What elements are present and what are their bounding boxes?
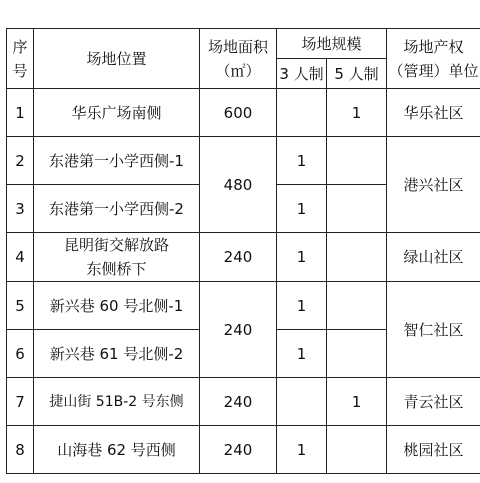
cell-seq: 8 [7, 426, 34, 474]
cell-five [327, 282, 387, 330]
table-row [7, 89, 480, 137]
cell-owner: 桃园社区 [387, 426, 480, 474]
cell-three: 1 [277, 233, 327, 282]
header-scale: 场地规模 [277, 29, 387, 59]
cell-three: 1 [277, 330, 327, 378]
cell-area: 240 [200, 378, 277, 426]
venue-table-container [6, 28, 480, 459]
cell-area: 240 [200, 282, 277, 378]
cell-owner: 华乐社区 [387, 89, 480, 137]
cell-three [277, 378, 327, 426]
table-row [7, 378, 480, 426]
cell-location: 新兴巷 61 号北侧-2 [34, 330, 200, 378]
cell-five [327, 233, 387, 282]
cell-seq: 4 [7, 233, 34, 282]
header-owner [387, 29, 480, 89]
cell-owner: 智仁社区 [387, 282, 480, 378]
cell-five [327, 330, 387, 378]
cell-seq: 1 [7, 89, 34, 137]
header-area [200, 29, 277, 89]
cell-seq: 3 [7, 185, 34, 233]
table-row [7, 282, 480, 330]
table-row [7, 137, 480, 185]
cell-area: 240 [200, 426, 277, 474]
cell-seq: 7 [7, 378, 34, 426]
cell-three [277, 89, 327, 137]
header-owner-line1: 场地产权 [403, 37, 464, 56]
cell-location-line1: 昆明街交解放路 [63, 236, 169, 254]
cell-seq: 6 [7, 330, 34, 378]
cell-location: 东港第一小学西侧-1 [34, 137, 200, 185]
cell-five [327, 185, 387, 233]
cell-area: 240 [200, 233, 277, 282]
cell-owner: 青云社区 [387, 378, 480, 426]
table-row [7, 426, 480, 474]
cell-area: 480 [200, 137, 277, 233]
header-area-line1: 场地面积 [207, 37, 268, 56]
cell-owner: 港兴社区 [387, 137, 480, 233]
table-row [7, 233, 480, 282]
cell-five: 1 [327, 378, 387, 426]
cell-seq: 5 [7, 282, 34, 330]
cell-three: 1 [277, 426, 327, 474]
cell-five [327, 426, 387, 474]
cell-location: 山海巷 62 号西侧 [34, 426, 200, 474]
cell-seq: 2 [7, 137, 34, 185]
header-seq-line1: 序 [12, 37, 28, 56]
header-scale-3: 3 人制 [277, 59, 327, 89]
cell-three: 1 [277, 282, 327, 330]
header-owner-line2: （管理）单位 [388, 61, 479, 80]
cell-location [34, 233, 200, 282]
header-seq [7, 29, 34, 89]
header-scale-5: 5 人制 [327, 59, 387, 89]
venue-table [6, 28, 480, 474]
cell-area: 600 [200, 89, 277, 137]
header-seq-line2: 号 [12, 61, 28, 80]
cell-owner: 绿山社区 [387, 233, 480, 282]
header-location: 场地位置 [34, 29, 200, 89]
cell-location: 东港第一小学西侧-2 [34, 185, 200, 233]
cell-location-line2: 东侧桥下 [86, 260, 147, 278]
cell-three: 1 [277, 185, 327, 233]
cell-five: 1 [327, 89, 387, 137]
cell-location: 捷山街 51B-2 号东侧 [34, 378, 200, 426]
header-row-top [7, 29, 480, 59]
cell-three: 1 [277, 137, 327, 185]
cell-location: 华乐广场南侧 [34, 89, 200, 137]
cell-location: 新兴巷 60 号北侧-1 [34, 282, 200, 330]
cell-five [327, 137, 387, 185]
header-area-line2: （㎡） [215, 61, 261, 80]
